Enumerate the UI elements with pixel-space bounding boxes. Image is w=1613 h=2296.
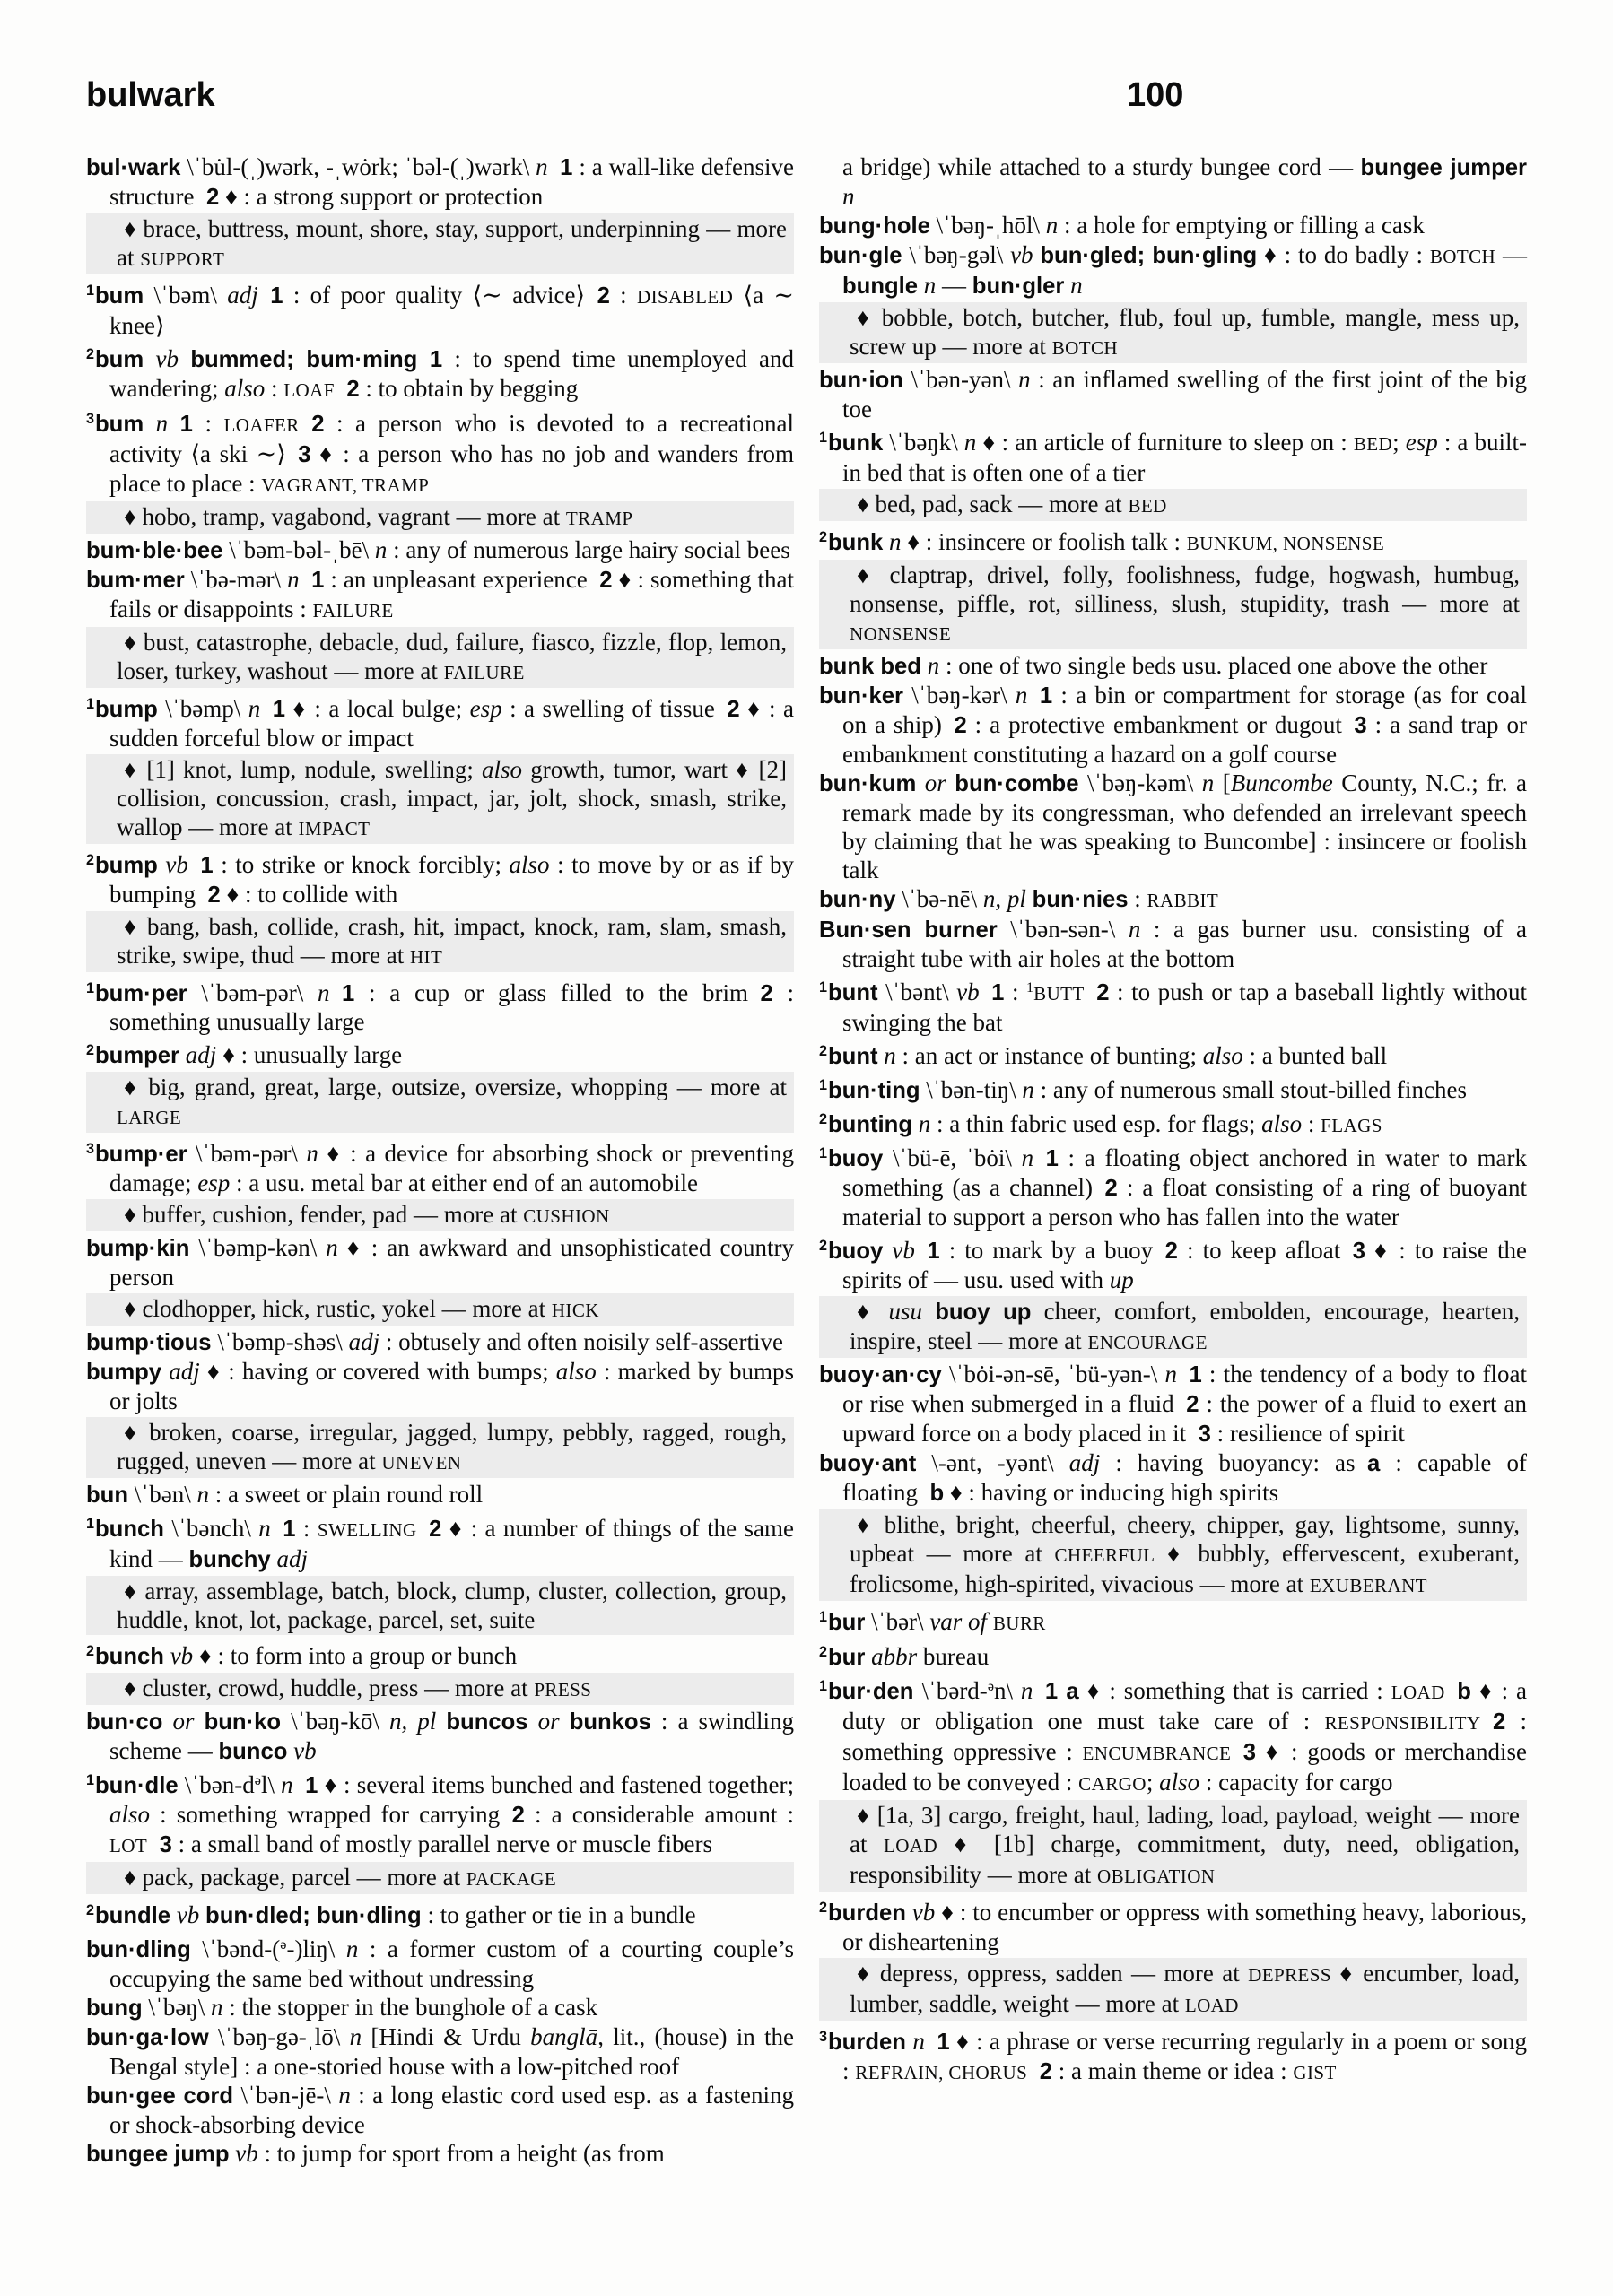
entry-paragraph: $^2$bundle vb bun·dled; bun·dling : to gather or tie in a bundle — [86, 1900, 696, 1928]
synonym-paragraph: ♦ brace, buttress, mount, shore, stay, support, underpinning — more at SUPPORT — [86, 213, 794, 274]
entry-paragraph: $^1$bur·den \ˈbərd-$^ə$n\ n 1 a ♦ : something that is carried : LOAD b ♦ : a duty or obligation one must take care of : RESPONSIBILITY 2 : something oppressive : ENCUMBRANCE 3 ♦ : goods or merchandise loaded to be conveyed : CARGO; also : capacity for cargo — [819, 1676, 1527, 1796]
synonym-paragraph: ♦ cluster, crowd, huddle, press — more at PRESS — [86, 1673, 794, 1705]
entry-paragraph: $^1$bun·ting \ˈbən-tiŋ\ n : any of numerous small stout-billed finches — [819, 1075, 1468, 1103]
entry-paragraph: $^2$burden vb ♦ : to encumber or oppress with something heavy, laborious, or disheartening — [819, 1898, 1527, 1955]
synonym-paragraph: ♦ hobo, tramp, vagabond, vagrant — more at TRAMP — [86, 501, 794, 534]
entry-paragraph: $^1$buoy \ˈbü-ē, ˈbȯi\ n 1 : a floating object anchored in water to mark something (as a channel) 2 : a float consisting of a ring of buoyant material to support a person who has fallen into the water — [819, 1144, 1527, 1231]
entry-paragraph: bump·kin \ˈbəmp-kən\ n ♦ : an awkward and unsophisticated country person — [86, 1234, 794, 1292]
synonym-paragraph: ♦ clodhopper, hick, rustic, yokel — more at HICK — [86, 1293, 794, 1326]
synonym-paragraph: ♦ pack, package, parcel — more at PACKAGE — [86, 1862, 794, 1894]
synonym-paragraph: ♦ usu buoy up cheer, comfort, embolden, encourage, hearten, inspire, steel — more at ENCOURAGE — [819, 1296, 1527, 1358]
text-columns — [86, 152, 1527, 2169]
entry-paragraph: $^2$bunting n : a thin fabric used esp. for flags; also : FLAGS — [819, 1109, 1382, 1137]
entry-paragraph: $^3$bump·er \ˈbəm-pər\ n ♦ : a device for absorbing shock or preventing damage; esp : a usu. metal bar at either end of an automobile — [86, 1140, 794, 1197]
synonym-paragraph: ♦ broken, coarse, irregular, jagged, lumpy, pebbly, ragged, rough, rugged, uneven — more at UNEVEN — [86, 1417, 794, 1478]
synonym-paragraph: ♦ bust, catastrophe, debacle, dud, failure, fiasco, fizzle, flop, lemon, loser, turkey, washout — more at FAILURE — [86, 627, 794, 688]
entry-paragraph: bun \ˈbən\ n : a sweet or plain round roll — [86, 1481, 484, 1509]
entry-paragraph: bum·mer \ˈbə-mər\ n 1 : an unpleasant experience 2 ♦ : something that fails or disappoints : FAILURE — [86, 565, 794, 622]
entry-paragraph: $^2$bunt n : an act or instance of bunting; also : a bunted ball — [819, 1041, 1388, 1069]
entry-paragraph: $^1$bun·dle $\backslash ˈbən-d^əl\backslash$ n 1 ♦ : several items bunched and fastened together; also : something wrapped for carrying 2 : a considerable amount : LOT 3 : a small band of mostly parallel nerve or muscle fibers — [86, 1770, 795, 1857]
entry-paragraph: $^2$bunk n ♦ : insincere or foolish talk : BUNKUM, NONSENSE — [819, 527, 1385, 555]
entry-paragraph: $^1$bum·per \ˈbəm-pər\ n 1 : a cup or glass filled to the brim 2 : something unusually large — [86, 978, 795, 1036]
entry-paragraph: $^2$bur abbr bureau — [819, 1643, 990, 1671]
column-left — [86, 152, 794, 2169]
entry-paragraph: Bun·sen burner \ˈbən-sən-\ n : a gas burner usu. consisting of a straight tube with air holes at the bottom — [819, 915, 1528, 972]
entry-paragraph: a bridge) while attached to a sturdy bungee cord — bungee jumper n — [842, 153, 1527, 210]
synonym-paragraph: ♦ buffer, cushion, fender, pad — more at CUSHION — [86, 1199, 794, 1231]
entry-paragraph: buoy·ant \-ənt, -yənt\ adj : having buoyancy: as a : capable of floating b ♦ : having or inducing high spirits — [819, 1449, 1527, 1507]
synonym-paragraph: ♦ big, grand, great, large, outsize, oversize, whopping — more at LARGE — [86, 1072, 794, 1133]
entry-paragraph: $^2$bunch vb ♦ : to form into a group or bunch — [86, 1642, 518, 1670]
guide-word: bulwark — [86, 76, 215, 114]
synonym-paragraph: ♦ bobble, botch, butcher, flub, foul up, fumble, mangle, mess up, screw up — more at BOTCH — [819, 302, 1527, 363]
entry-paragraph: bump·tious \ˈbəmp-shəs\ adj : obtusely and often noisily self-assertive — [86, 1328, 783, 1356]
entry-paragraph: bul·wark \ˈbu̇l-(ˌ)wərk, -ˌwȯrk; ˈbəl-(ˌ)wərk\ n 1 : a wall-like defensive structure 2 ♦ : a strong support or protection — [86, 153, 794, 210]
entry-paragraph: bung \ˈbəŋ\ n : the stopper in the bunghole of a cask — [86, 1993, 598, 2021]
entry-paragraph: $^1$bump \ˈbəmp\ n 1 ♦ : a local bulge; esp : a swelling of tissue 2 ♦ : a sudden forceful blow or impact — [86, 694, 794, 752]
entry-paragraph: $^1$bunk \ˈbəŋk\ n ♦ : an article of furniture to sleep on : BED; esp : a built-in bed that is often one of a tier — [819, 428, 1527, 486]
entry-paragraph: bunk bed n : one of two single beds usu. placed one above the other — [819, 651, 1488, 679]
synonym-paragraph: ♦ claptrap, drivel, folly, foolishness, fudge, hogwash, humbug, nonsense, piffle, rot, silliness, slush, stupidity, trash — more at NONSENSE — [819, 560, 1527, 649]
entry-paragraph: $^2$bumper adj ♦ : unusually large — [86, 1041, 403, 1069]
entry-paragraph: $^1$bum \ˈbəm\ adj 1 : of poor quality ⟨∼ advice⟩ 2 : DISABLED ⟨a ∼ knee⟩ — [86, 281, 795, 339]
entry-paragraph: buoy·an·cy \ˈbȯi-ən-sē, ˈbü-yən-\ n 1 : the tendency of a body to float or rise when submerged in a fluid 2 : the power of a fluid to exert an upward force on a body placed in it 3 : resilience of spirit — [819, 1361, 1527, 1448]
entry-paragraph: $^3$bum n 1 : LOAFER 2 : a person who is devoted to a recreational activity ⟨a ski ∼⟩ 3 ♦ : a person who has no job and wanders from place to place : VAGRANT, TRAMP — [86, 409, 795, 497]
synonym-paragraph: ♦ [1a, 3] cargo, freight, haul, lading, load, payload, weight — more at LOAD ♦ [1b] charge, commitment, duty, need, obligation, responsibility — more at OBLIGATION — [819, 1800, 1527, 1892]
running-head — [86, 77, 1530, 118]
entry-paragraph: $^2$buoy vb 1 : to mark by a buoy 2 : to keep afloat 3 ♦ : to raise the spirits of — usu. used with up — [819, 1237, 1528, 1294]
entry-paragraph: bun·gee cord \ˈbən-jē-\ n : a long elastic cord used esp. as a fastening or shock-absorbing device — [86, 2081, 794, 2138]
entry-paragraph: bun·ion \ˈbən-yən\ n : an inflamed swelling of the first joint of the big toe — [819, 366, 1527, 422]
synonym-paragraph: ♦ bang, bash, collide, crash, hit, impact, knock, ram, slam, smash, strike, swipe, thud — more at HIT — [86, 911, 794, 972]
entry-paragraph: $^2$bump vb 1 : to strike or knock forcibly; also : to move by or as if by bumping 2 ♦ : to collide with — [86, 850, 795, 908]
entry-paragraph: $^1$bunt \ˈbənt\ vb 1 : $^1$BUTT 2 : to push or tap a baseball lightly without swinging the bat — [819, 978, 1527, 1036]
synonym-paragraph: ♦ [1] knot, lump, nodule, swelling; also growth, tumor, wart ♦ [2] collision, concussion, crash, impact, jar, jolt, shock, smash, strike, wallop — more at IMPACT — [86, 754, 794, 844]
synonym-paragraph: ♦ depress, oppress, sadden — more at DEPRESS ♦ encumber, load, lumber, saddle, weight — more at LOAD — [819, 1958, 1527, 2021]
page-number: 100 — [1127, 76, 1184, 114]
entry-paragraph: bun·dling \ˈbənd-($^ə$-)liŋ\ n : a former custom of a courting couple’s occupying the same bed without undressing — [86, 1935, 795, 1992]
column-right — [819, 152, 1527, 2169]
entry-paragraph: bumpy adj ♦ : having or covered with bumps; also : marked by bumps or jolts — [86, 1358, 794, 1415]
entry-paragraph: $^2$bum vb bummed; bum·ming 1 : to spend time unemployed and wandering; also : LOAF 2 : to obtain by begging — [86, 344, 795, 402]
entry-paragraph: bun·co or bun·ko \ˈbəŋ-kō\ n, pl buncos or bunkos : a swindling scheme — bunco vb — [86, 1708, 795, 1765]
synonym-paragraph: ♦ bed, pad, sack — more at BED — [819, 489, 1527, 521]
entry-paragraph: bung·hole \ˈbəŋ-ˌhōl\ n : a hole for emptying or filling a cask — [819, 212, 1425, 239]
entry-paragraph: bun·ker \ˈbəŋ-kər\ n 1 : a bin or compartment for storage (as for coal on a ship) 2 : a protective embankment or dugout 3 : a sand trap or embankment constituting a hazard on a golf course — [819, 681, 1527, 768]
entry-paragraph: bun·kum or bun·combe \ˈbəŋ-kəm\ n [Buncombe County, N.C.; fr. a remark made by its congressman, who defended an irrelevant speech by claiming that he was speaking to Buncombe] : insincere or foolish talk — [819, 769, 1528, 883]
entry-paragraph: bum·ble·bee \ˈbəm-bəl-ˌbē\ n : any of numerous large hairy social bees — [86, 535, 790, 563]
entry-paragraph: bun·gle \ˈbəŋ-gəl\ vb bun·gled; bun·gling ♦ : to do badly : BOTCH — bungle n — bun·gler n — [819, 241, 1528, 299]
entry-paragraph: $^1$bur \ˈbər\ var of BURR — [819, 1608, 1046, 1636]
synonym-paragraph: ♦ array, assemblage, batch, block, clump, cluster, collection, group, huddle, knot, lot, package, parcel, set, suite — [86, 1576, 794, 1635]
synonym-paragraph: ♦ blithe, bright, cheerful, cheery, chipper, gay, lightsome, sunny, upbeat — more at CHEERFUL ♦ bubbly, effervescent, exuberant, frolicsome, high-spirited, vivacious — more at EXUBERANT — [819, 1509, 1527, 1601]
entry-paragraph: $^1$bunch \ˈbənch\ n 1 : SWELLING 2 ♦ : a number of things of the same kind — bunchy adj — [86, 1515, 794, 1573]
entry-paragraph: bungee jump vb : to jump for sport from a height (as from — [86, 2139, 665, 2167]
entry-paragraph: bun·ny \ˈbə-nē\ n, pl bun·nies : RABBIT — [819, 884, 1219, 912]
entry-paragraph: bun·ga·low \ˈbəŋ-gə-ˌlō\ n [Hindi & Urdu banglā, lit., (house) in the Bengal style] : a one-storied house with a low-pitched roof — [86, 2022, 795, 2080]
entry-paragraph: $^3$burden n 1 ♦ : a phrase or verse recurring regularly in a poem or song : REFRAIN, CHORUS 2 : a main theme or idea : GIST — [819, 2027, 1527, 2084]
